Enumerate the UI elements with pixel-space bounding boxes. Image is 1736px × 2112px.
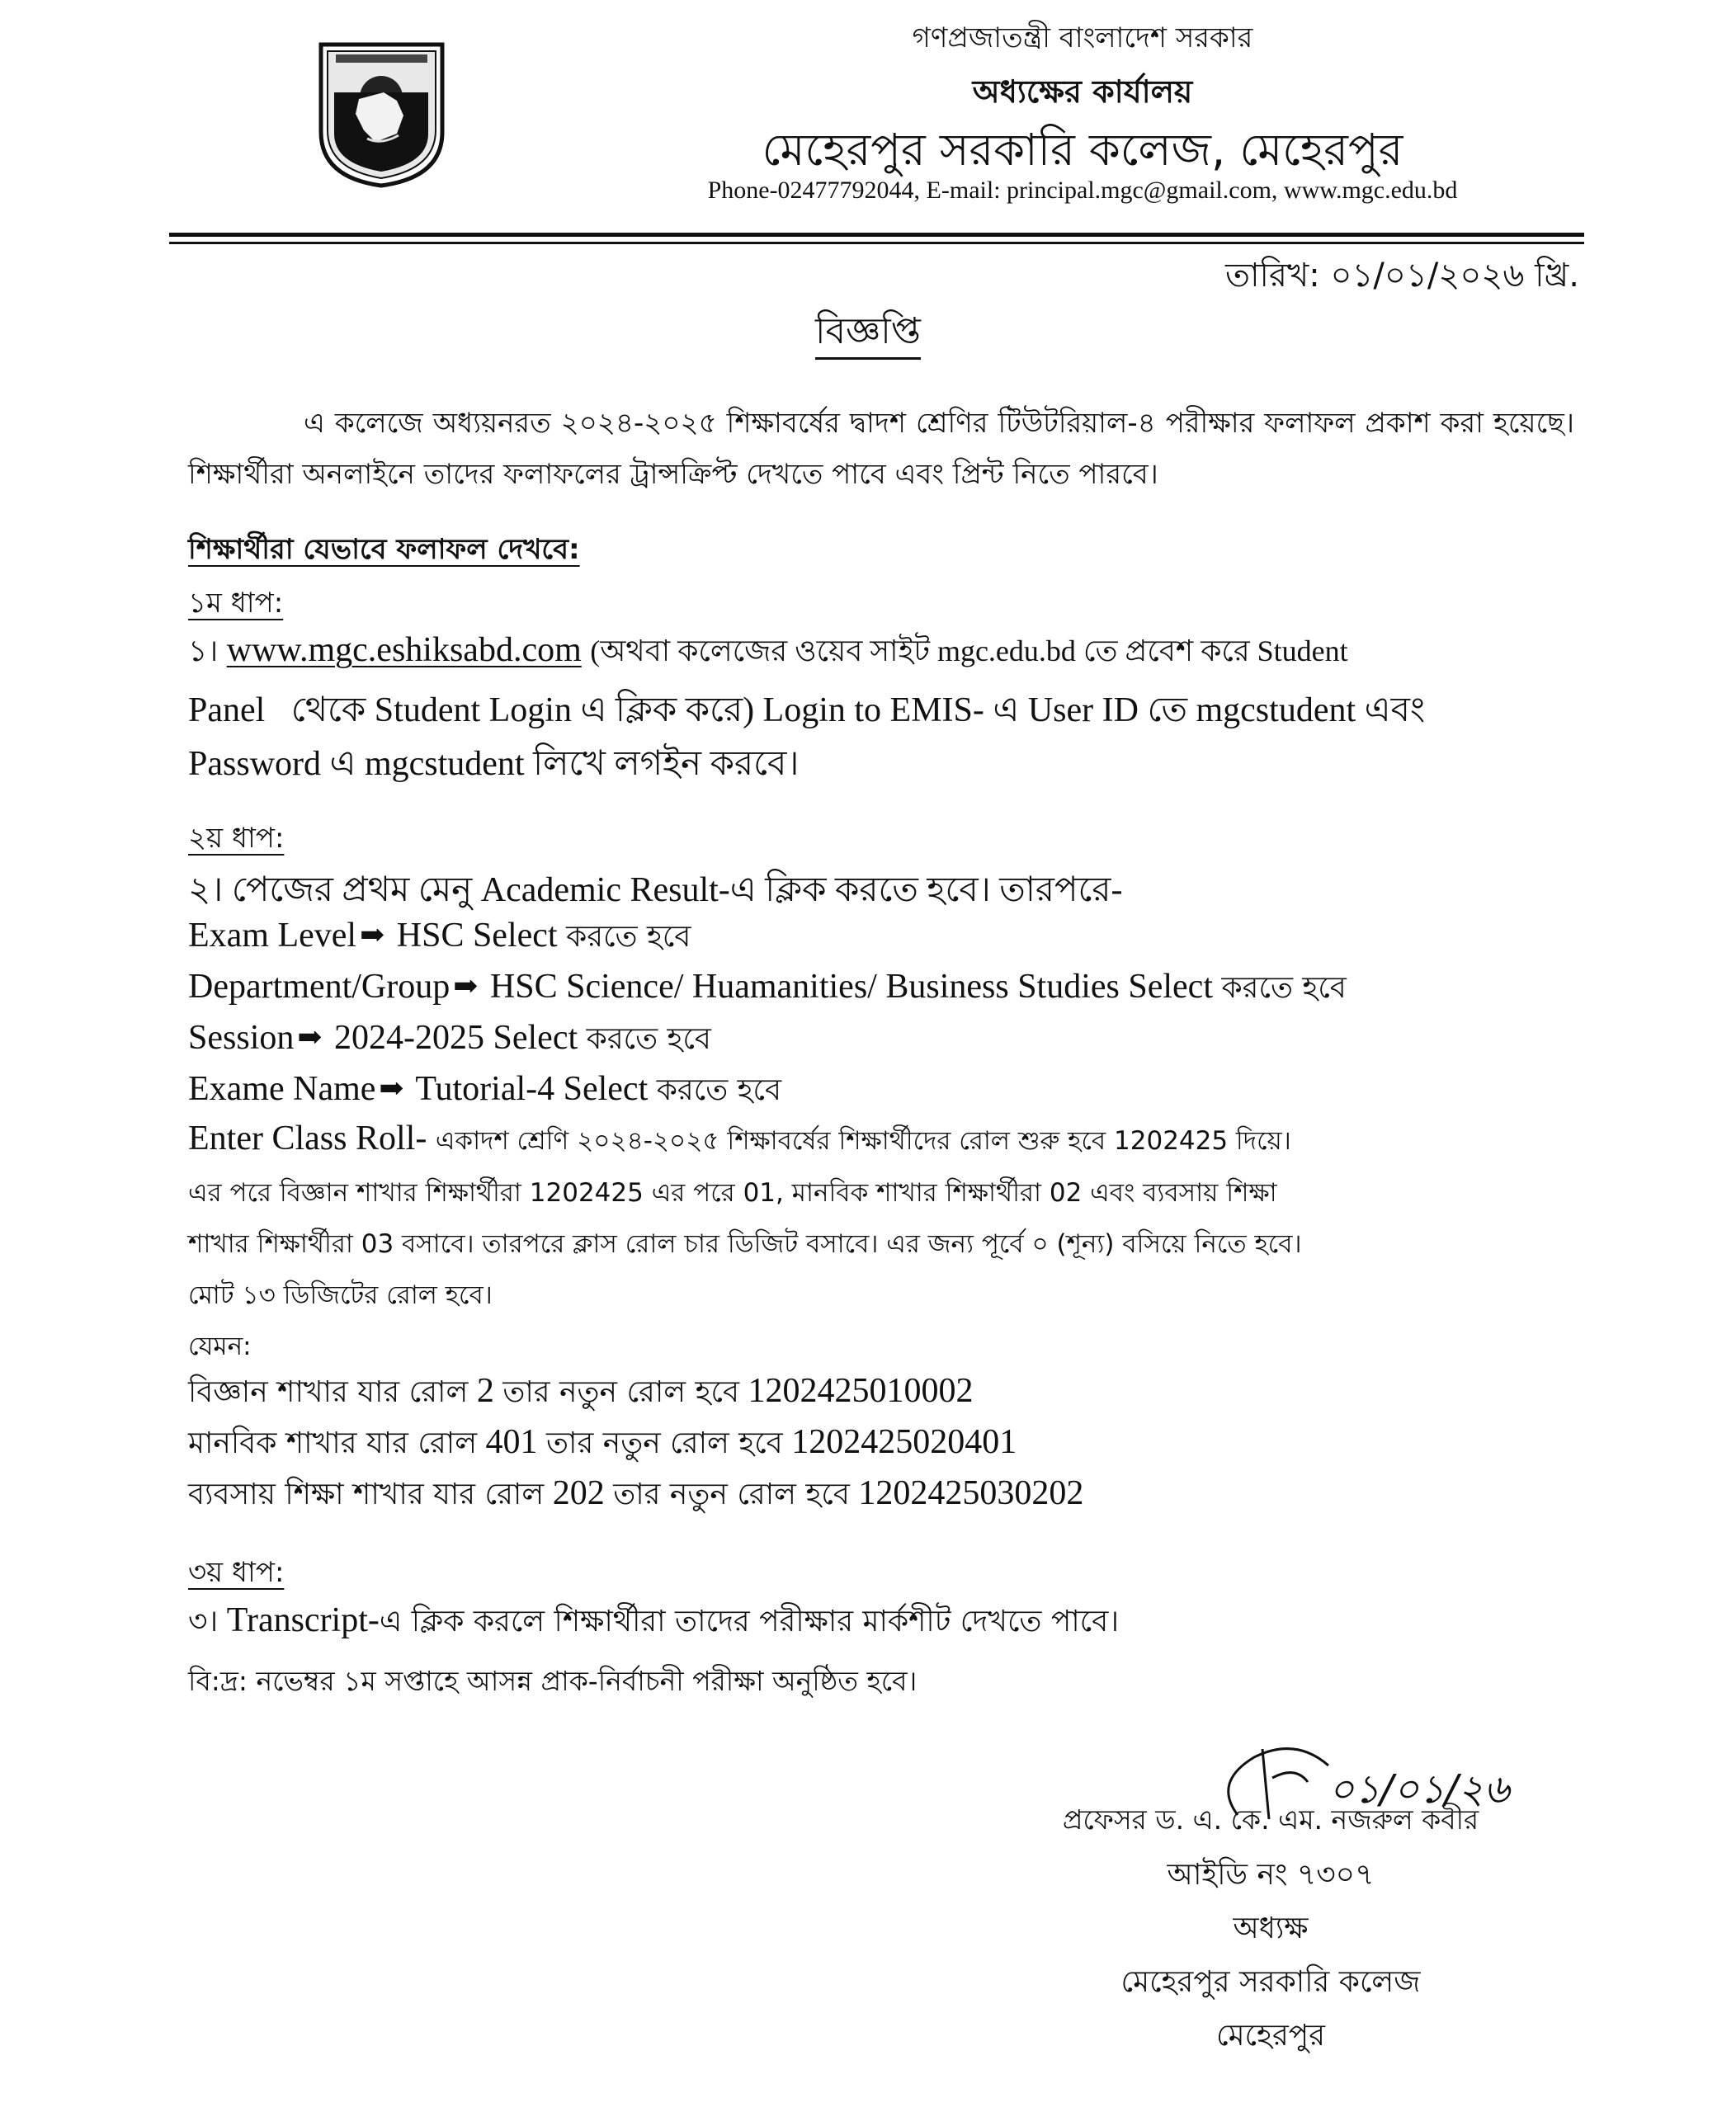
example-row bbox=[188, 1472, 1083, 1521]
roll-line-4: মোট ১৩ ডিজিটের রোল হবে। bbox=[188, 1280, 493, 1310]
header-rule-thin bbox=[169, 242, 1584, 244]
step1-number: ১। bbox=[188, 634, 219, 668]
example-new-roll: 1202425020401 bbox=[791, 1423, 1017, 1461]
field-label: Exame Name bbox=[188, 1070, 376, 1108]
how-to-heading-text: শিক্ষার্থীরা যেভাবে ফলাফল দেখবে: bbox=[188, 533, 580, 566]
step3-heading-text: ৩য় ধাপ: bbox=[188, 1556, 285, 1589]
right-arrow-icon: ➡ bbox=[379, 1072, 404, 1105]
right-arrow-icon: ➡ bbox=[297, 1021, 323, 1054]
notice-date: তারিখ: ০১/০১/২০২৬ খ্রি. bbox=[1224, 257, 1579, 295]
eshiksa-link[interactable]: www.mgc.eshiksabd.com bbox=[226, 631, 582, 669]
field-label: Exam Level bbox=[188, 917, 357, 955]
field-exam-name bbox=[188, 1068, 781, 1117]
step3-number: ৩। bbox=[188, 1605, 219, 1638]
example-row bbox=[188, 1421, 1017, 1470]
right-arrow-icon: ➡ bbox=[453, 969, 479, 1002]
step2-heading-text: ২য় ধাপ: bbox=[188, 822, 285, 855]
example-roll: 2 bbox=[476, 1372, 494, 1410]
step2-intro: ২। পেজের প্রথম মেনু Academic Result-এ ক্লিক করতে হবে। তারপরে- bbox=[188, 871, 1123, 909]
example-roll: 401 bbox=[485, 1423, 538, 1461]
college-name: মেহেরপুর সরকারি কলেজ, মেহেরপুর bbox=[762, 124, 1403, 176]
office-name: অধ্যক্ষের কার্যালয় bbox=[972, 73, 1193, 110]
field-session bbox=[188, 1016, 711, 1066]
example-text: মানবিক শাখার যার রোল bbox=[188, 1426, 478, 1460]
notice-title bbox=[0, 304, 1736, 364]
example-mid: তার নতুন রোল হবে bbox=[502, 1375, 739, 1409]
step1-line2: Panel থেকে Student Login এ ক্লিক করে) Login to EMIS- এ User ID তে mgcstudent এবং bbox=[188, 691, 1426, 729]
signatory-institution: মেহেরপুর সরকারি কলেজ bbox=[1120, 1965, 1421, 1999]
example-mid: তার নতুন রোল হবে bbox=[613, 1478, 850, 1511]
field-suffix: করতে হবে bbox=[586, 1022, 711, 1056]
signatory-designation: অধ্যক্ষ bbox=[1233, 1912, 1309, 1945]
step2-heading bbox=[188, 817, 284, 864]
signatory-id: আইডি নং ৭৩০৭ bbox=[1167, 1858, 1375, 1892]
handwritten-date: ০১/০১/২৬ bbox=[1328, 1766, 1510, 1813]
step3-heading bbox=[188, 1551, 284, 1598]
field-suffix: করতে হবে bbox=[566, 920, 691, 954]
step3-line bbox=[188, 1599, 1119, 1648]
roll-line-3: শাখার শিক্ষার্থীরা 03 বসাবে। তারপরে ক্লাস রোল চার ডিজিট বসাবে। এর জন্য পূর্বে ০ (শূন্য) বসিয়ে নিতে হবে। bbox=[188, 1229, 1302, 1259]
step1-heading-text: ১ম ধাপ: bbox=[188, 587, 284, 620]
intro-paragraph: এ কলেজে অধ্যয়নরত ২০২৪-২০২৫ শিক্ষাবর্ষের দ্বাদশ শ্রেণির টিউটরিয়াল-৪ পরীক্ষার ফলাফল প্রকাশ করা হয়েছে। শিক্ষার্থীরা অনলাইনে তাদের ফলাফলের ট্রান্সক্রিপ্ট দেখতে পাবে এবং প্রিন্ট নিতে পারবে। bbox=[188, 407, 1574, 491]
field-value: 2024-2025 Select bbox=[334, 1019, 578, 1057]
example-label: যেমন: bbox=[188, 1332, 252, 1361]
field-label: Session bbox=[188, 1019, 295, 1057]
roll-text-1: একাদশ শ্রেণি ২০২৪-২০২৫ শিক্ষাবর্ষের শিক্ষার্থীদের রোল শুরু হবে 1202425 দিয়ে। bbox=[435, 1126, 1291, 1156]
example-mid: তার নতুন রোল হবে bbox=[546, 1426, 783, 1460]
field-value: HSC Science/ Huamanities/ Business Studies Select bbox=[489, 968, 1213, 1006]
field-suffix: করতে হবে bbox=[656, 1073, 782, 1107]
header-rule-thick bbox=[169, 233, 1584, 237]
field-department-group bbox=[188, 965, 1347, 1015]
step1-line1-rest: (অথবা কলেজের ওয়েব সাইট mgc.edu.bd তে প্রবেশ করে Student bbox=[590, 634, 1348, 667]
field-value: HSC Select bbox=[396, 917, 558, 955]
step1-line1 bbox=[188, 629, 1348, 678]
example-row bbox=[188, 1370, 974, 1419]
example-text: বিজ্ঞান শাখার যার রোল bbox=[188, 1375, 469, 1409]
signatory-name: প্রফেসর ড. এ. কে. এম. নজরুল কবীর bbox=[1062, 1803, 1479, 1836]
step1-heading bbox=[188, 582, 283, 629]
field-label: Department/Group bbox=[188, 968, 451, 1006]
example-new-roll: 1202425010002 bbox=[748, 1372, 974, 1410]
government-name: গণপ্রজাতন্ত্রী বাংলাদেশ সরকার bbox=[912, 21, 1253, 54]
step3-text: এ ক্লিক করলে শিক্ষার্থীরা তাদের পরীক্ষার মার্কশীট দেখতে পাবে। bbox=[379, 1605, 1120, 1638]
contact-info: Phone-02477792044, E-mail: principal.mgc@gmail.com, www.mgc.edu.bd bbox=[707, 177, 1458, 204]
right-arrow-icon: ➡ bbox=[360, 918, 385, 951]
roll-label: Enter Class Roll- bbox=[188, 1120, 427, 1157]
how-to-heading bbox=[188, 528, 580, 575]
roll-line-2: এর পরে বিজ্ঞান শাখার শিক্ষার্থীরা 1202425 এর পরে 01, মানবিক শাখার শিক্ষার্থীরা 02 এবং ব্যবসায় শিক্ষা bbox=[188, 1178, 1277, 1208]
example-roll: 202 bbox=[552, 1474, 605, 1512]
roll-line-1 bbox=[188, 1119, 1291, 1164]
signatory-location: মেহেরপুর bbox=[1215, 2019, 1325, 2053]
field-value: Tutorial-4 Select bbox=[415, 1070, 649, 1108]
step1-line3: Password এ mgcstudent লিখে লগইন করবে। bbox=[188, 745, 800, 783]
field-exam-level bbox=[188, 914, 691, 964]
notice-title-text: বিজ্ঞপ্তি bbox=[815, 310, 921, 360]
note: বি:দ্র: নভেম্বর ১ম সপ্তাহে আসন্ন প্রাক-নির্বাচনী পরীক্ষা অনুষ্ঠিত হবে। bbox=[188, 1665, 918, 1697]
example-text: ব্যবসায় শিক্ষা শাখার যার রোল bbox=[188, 1478, 545, 1511]
field-suffix: করতে হবে bbox=[1221, 971, 1347, 1005]
example-new-roll: 1202425030202 bbox=[858, 1474, 1084, 1512]
step3-keyword: Transcript- bbox=[226, 1601, 380, 1639]
